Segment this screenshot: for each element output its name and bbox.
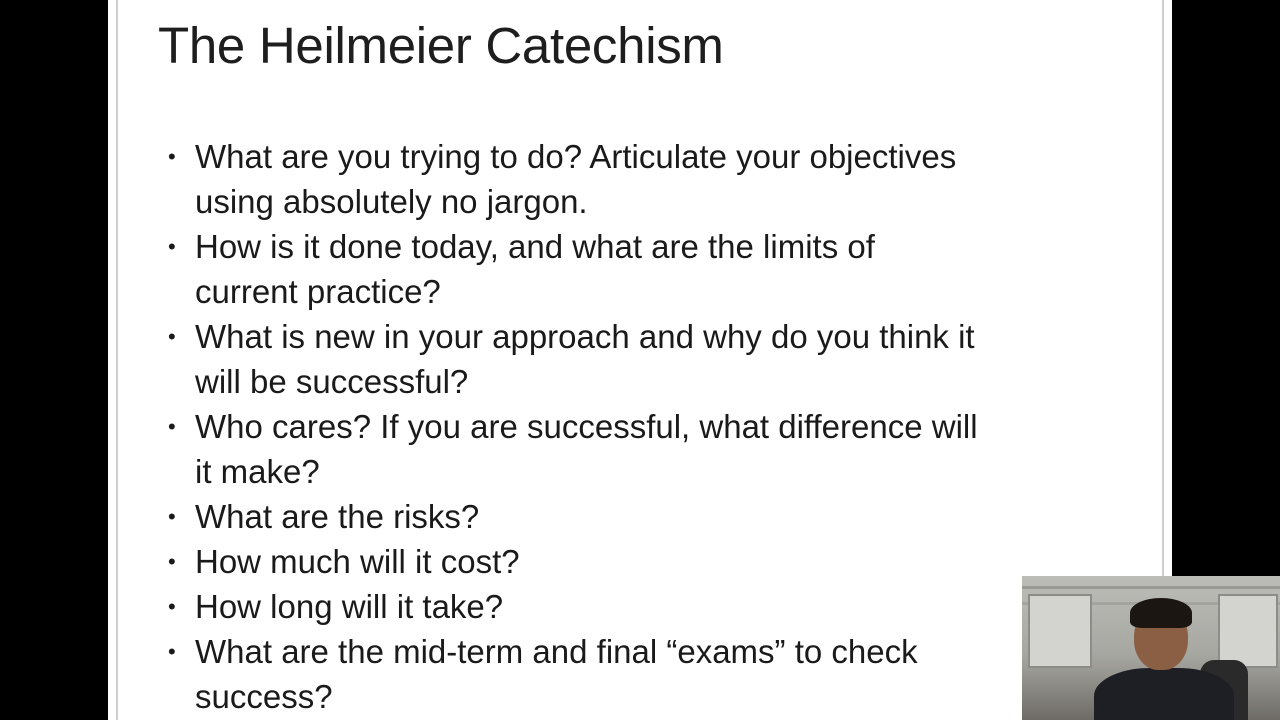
bullet-item-new-approach: [164, 314, 1094, 404]
bullet-dot-icon: •: [168, 324, 176, 349]
bullet-dot-icon: •: [168, 504, 176, 529]
presenter-body: [1094, 668, 1234, 720]
bullet-text-line: How long will it take?: [195, 588, 504, 625]
bullet-text-line: it make?: [195, 453, 320, 490]
bullet-text-line: using absolutely no jargon.: [195, 183, 588, 220]
bullet-text-line: What are you trying to do? Articulate your objectives: [195, 138, 957, 175]
bullet-item-objectives: [164, 134, 1094, 224]
bullet-dot-icon: •: [168, 594, 176, 619]
presenter-hair: [1130, 598, 1192, 628]
presenter-webcam-overlay: [1022, 576, 1280, 720]
bullet-item-exams: [164, 629, 1094, 719]
bullet-item-duration: [164, 584, 1094, 629]
bullet-list: [164, 134, 1094, 719]
bullet-item-current-practice: [164, 224, 1094, 314]
bullet-text-line: success?: [195, 678, 333, 715]
bullet-text-line: What is new in your approach and why do you think it: [195, 318, 975, 355]
bullet-text-line: What are the risks?: [195, 498, 480, 535]
bullet-dot-icon: •: [168, 234, 176, 259]
bullet-text-line: current practice?: [195, 273, 441, 310]
bullet-dot-icon: •: [168, 639, 176, 664]
bullet-dot-icon: •: [168, 414, 176, 439]
bullet-item-who-cares: [164, 404, 1094, 494]
webcam-background-window: [1028, 594, 1092, 668]
bullet-dot-icon: •: [168, 144, 176, 169]
bullet-text-line: How is it done today, and what are the limits of: [195, 228, 875, 265]
webcam-ceiling-line: [1022, 586, 1280, 589]
bullet-text-line: Who cares? If you are successful, what difference will: [195, 408, 978, 445]
bullet-text-line: How much will it cost?: [195, 543, 520, 580]
webcam-background-window: [1218, 594, 1278, 668]
slide-border-left: [116, 0, 118, 720]
bullet-text-line: What are the mid-term and final “exams” to check: [195, 633, 918, 670]
bullet-dot-icon: •: [168, 549, 176, 574]
bullet-text-line: will be successful?: [195, 363, 469, 400]
bullet-item-cost: [164, 539, 1094, 584]
slide-title: The Heilmeier Catechism: [158, 17, 724, 74]
bullet-item-risks: [164, 494, 1094, 539]
